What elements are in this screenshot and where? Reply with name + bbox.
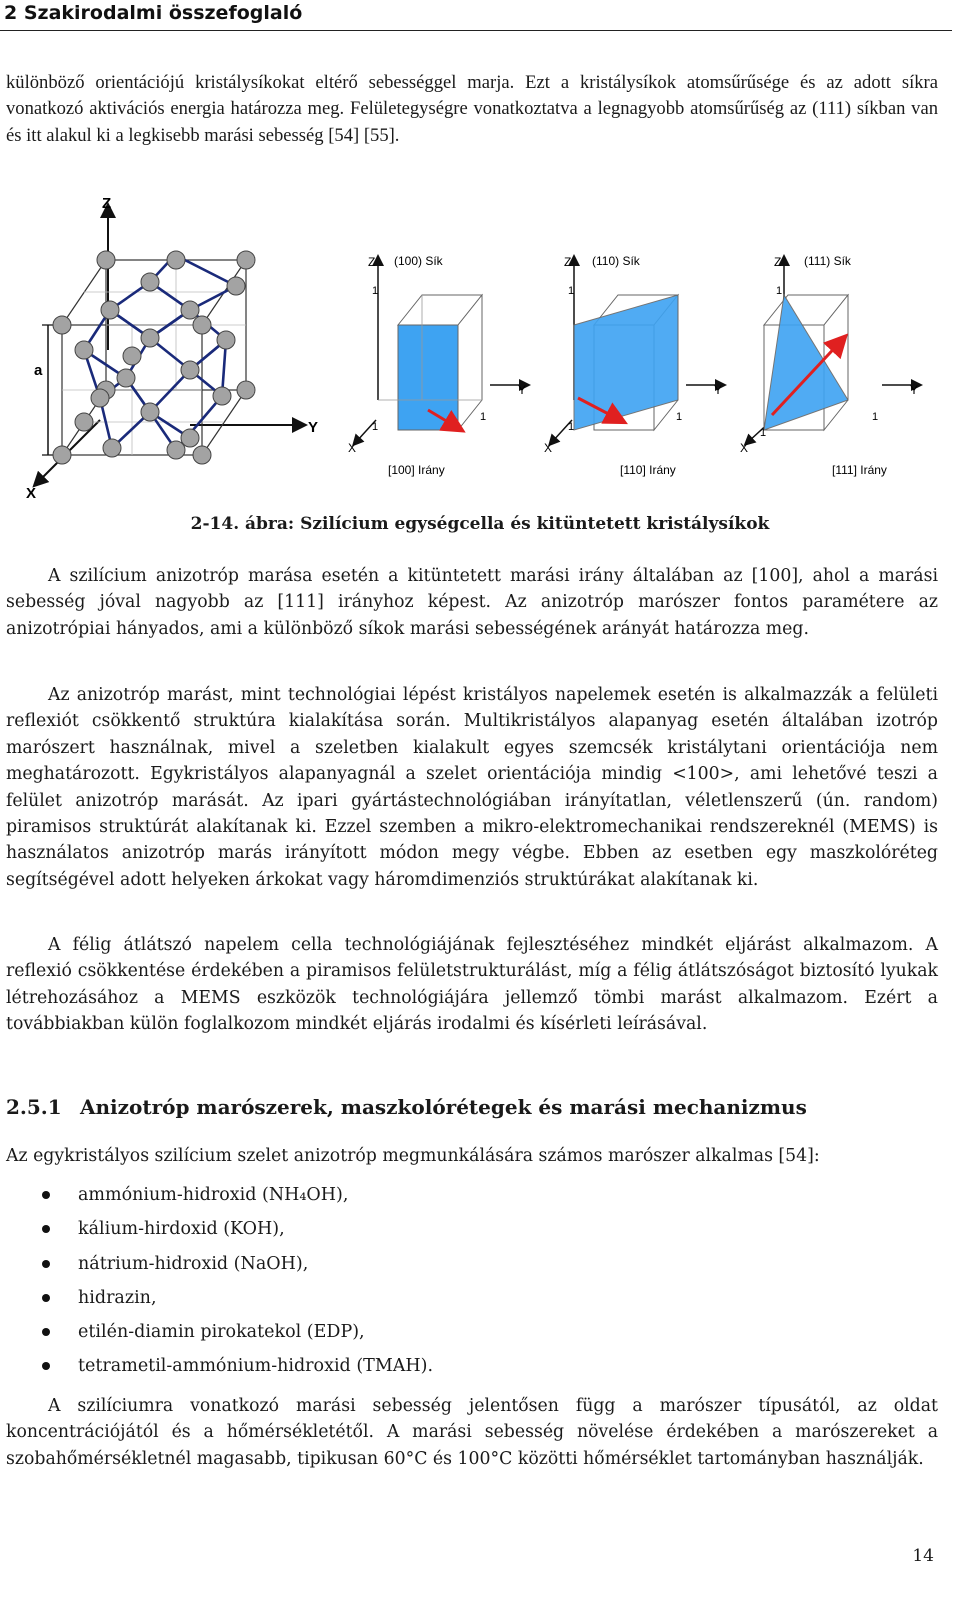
list-item: hidrazin, <box>0 1281 433 1315</box>
svg-text:[100] Irány: [100] Irány <box>388 463 445 477</box>
svg-text:1: 1 <box>480 411 487 423</box>
bullet-icon <box>42 1225 50 1233</box>
svg-text:1: 1 <box>372 285 379 297</box>
bullet-icon <box>42 1362 50 1370</box>
list-item: tetrametil-ammónium-hidroxid (TMAH). <box>0 1349 433 1383</box>
section-number: 2.5.1 <box>6 1095 62 1119</box>
figure-caption: 2-14. ábra: Szilícium egységcella és kitüntetett kristálysíkok <box>190 514 770 534</box>
svg-text:1: 1 <box>676 411 683 423</box>
svg-text:(110) Sík: (110) Sík <box>592 254 640 268</box>
cube-100-plane <box>348 254 526 477</box>
svg-text:1: 1 <box>568 285 575 297</box>
bullet-icon <box>42 1294 50 1302</box>
section-heading <box>6 1095 807 1119</box>
list-item: etilén-diamin pirokatekol (EDP), <box>0 1315 433 1349</box>
svg-text:Z: Z <box>564 255 572 269</box>
svg-text:(100) Sík: (100) Sík <box>394 254 443 268</box>
svg-text:[111] Irány: [111] Irány <box>832 463 887 477</box>
svg-text:1: 1 <box>760 427 767 439</box>
svg-text:X: X <box>348 441 357 455</box>
paragraph-texturing: Az anizotróp marást, mint technológiai lépést kristályos napelemek esetén is alkalmazzák a felületi reflexiót csökkentő struktúra kialakítása során. Multikristályos alapanyag esetén általában izotróp marószert használnak, mivel a szeletben kialakult egyes szemcsék kristálytani orientációja nem meghatározott. Egykristályos alapanyagnál a szelet orientációja mindig <100>, ami lehetővé teszi a felület anizotróp marását. Az ipari gyártástechnológiában irányítatlan, véletlenszerű (ún. random) piramisos struktúrát alakítanak ki. Ezzel szemben a mikro-elektromechanikai rendszereknél (MEMS) is használatos anizotróp marás irányított módon megy végbe. Ebben az esetben egy maszkolóréteg segítségével adott helyeken árkokat vagy háromdimenziós struktúrákat alakítanak ki. <box>6 685 938 890</box>
svg-text:1: 1 <box>872 411 879 423</box>
bullet-icon <box>42 1260 50 1268</box>
list-intro: Az egykristályos szilícium szelet anizotróp megmunkálására számos marószer alkalmas [54]: <box>6 1146 820 1166</box>
svg-text:[110] Irány: [110] Irány <box>620 463 676 477</box>
list-item: ammónium-hidroxid (NH₄OH), <box>0 1178 433 1212</box>
paragraph-anisotropic-direction: A szilícium anizotróp marása esetén a kitüntetett marási irány általában az [100], ahol a marási sebesség jóval nagyobb az [111] irányhoz képest. Az anizotróp marószer fontos paramétere az anizotrópiai hányados, ami a különböző síkok marási sebességének arányát határozza meg. <box>6 566 938 639</box>
paragraph-etch-rate: A szilíciumra vonatkozó marási sebesség jelentősen függ a marószer típusától, az oldat koncentrációjától és a hőmérsékletétől. A marási sebesség növelése érdekében a marószereket a szobahőmérsékletnél magasabb, tipikusan 60°C és 100°C közötti hőmérséklet tartományban használják. <box>6 1396 938 1469</box>
svg-text:Z: Z <box>774 255 782 269</box>
etchant-list <box>0 1178 433 1384</box>
figure-2-14 <box>0 190 960 510</box>
list-item: nátrium-hidroxid (NaOH), <box>0 1247 433 1281</box>
svg-text:Z: Z <box>368 255 376 269</box>
svg-text:X: X <box>544 441 553 455</box>
svg-text:Y: Y <box>910 383 919 397</box>
svg-text:1: 1 <box>776 285 783 297</box>
lattice-x-label: X <box>26 485 37 502</box>
lattice-z-label: Z <box>102 195 112 212</box>
bullet-icon <box>42 1191 50 1199</box>
bullet-icon <box>42 1328 50 1336</box>
svg-text:Y: Y <box>518 383 527 397</box>
intro-paragraph: különböző orientációjú kristálysíkokat eltérő sebességgel marja. Ezt a kristálysíkok atomsűrűsége és az adott síkra vonatkozó aktivációs energia határozza meg. Felületegységre vonatkoztatva a legnagyobb atomsűrűség az (111) síkban van és itt alakul ki a legkisebb marási sebesség [54] [55]. <box>6 72 938 146</box>
paragraph-methods: A félig átlátszó napelem cella technológiájának fejlesztéséhez mindkét eljárást alkalmazom. A reflexió csökkentése érdekében a piramisos felületstrukturálást, míg a félig átlátszóságot biztosító lyukak létrehozásához a MEMS eszközök technológiájára jellemző tömbi marást alkalmazom. Ezért a továbbiakban külön foglalkozom mindkét eljárás irodalmi és kísérleti leírásával. <box>6 935 938 1035</box>
running-header <box>0 0 952 31</box>
section-title: Anizotróp marószerek, maszkolórétegek és marási mechanizmus <box>80 1095 807 1119</box>
silicon-unit-cell <box>26 195 318 502</box>
list-item: kálium-hirdoxid (KOH), <box>0 1212 433 1246</box>
svg-text:1: 1 <box>372 421 379 433</box>
svg-text:Y: Y <box>714 383 723 397</box>
svg-text:1: 1 <box>568 421 575 433</box>
svg-text:(111) Sík: (111) Sík <box>804 254 851 268</box>
svg-text:X: X <box>740 441 749 455</box>
lattice-y-label: Y <box>308 419 319 436</box>
lattice-dim-label: a <box>34 362 43 379</box>
header-title: 2 Szakirodalmi összefoglaló <box>4 2 303 24</box>
cube-110-plane <box>544 254 722 477</box>
page-number: 14 <box>912 1546 934 1566</box>
cube-111-plane <box>740 254 918 477</box>
